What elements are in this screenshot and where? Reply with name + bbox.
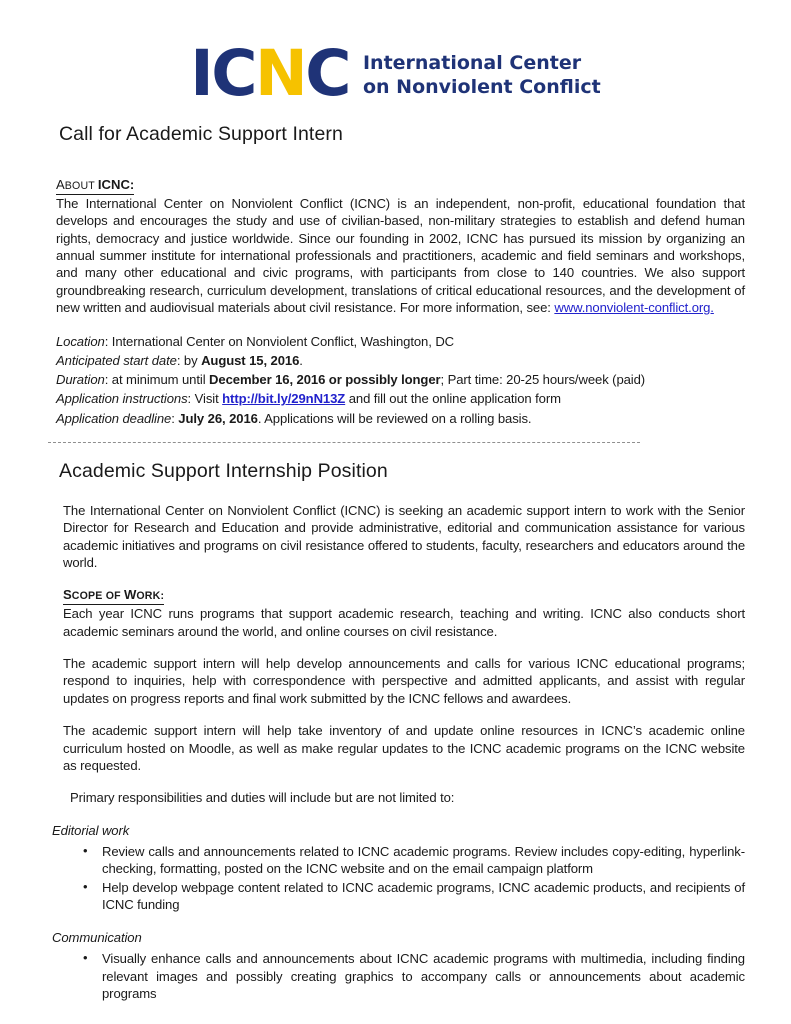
- page-title: Call for Academic Support Intern: [59, 123, 343, 145]
- list-item: • Visually enhance calls and announcements about ICNC academic programs with multimedia, including finding relevant images and possibly creating graphics to accompany calls or announcements about academic programs: [56, 950, 745, 1002]
- duty-category-editorial-work: Editorial work: [52, 822, 130, 838]
- tagline-line-2: on Nonviolent Conflict: [362, 75, 601, 98]
- list-item: • Help develop webpage content related to ICNC academic programs, ICNC academic products, and recipients of ICNC funding: [56, 879, 745, 914]
- start-date-prefix: : by: [176, 352, 202, 368]
- duty-category-communication: Communication: [52, 930, 142, 946]
- list-item: • Review calls and announcements related to ICNC academic programs. Review includes copy-editing, hyperlink-checking, formatting, posted on the ICNC website and on the email campaign platform: [56, 843, 745, 878]
- logo-letter-n: N: [254, 37, 306, 110]
- deadline-suffix: . Applications will be reviewed on a rolling basis.: [257, 410, 532, 426]
- deadline-label: Application deadline: [56, 410, 172, 426]
- application-form-link[interactable]: http://bit.ly/29nN13Z: [222, 391, 346, 407]
- meta-row-instructions: [56, 389, 745, 408]
- meta-row-deadline: [56, 409, 745, 428]
- icnc-logo: [46, 0, 745, 115]
- scope-of-work-heading-wrap: [63, 586, 745, 605]
- about-icnc-text: The International Center on Nonviolent Conflict (ICNC) is an independent, non-profit, educational foundation that develops and encourages the study and use of civilian-based, non-military strategies to establish and defend human rights, democracy and justice worldwide. Since our founding in 2002, ICNC has pursued its mission by organizing an annual summer institute for international professionals and practitioners, academic and field seminars and workshops, and many other educational and civic programs, with participants from close to 140 countries. We also support groundbreaking research, curriculum development, translations of critical educational resources, and the development of new written and audiovisual materials about civil resistance. For more information, see:: [56, 195, 745, 316]
- start-date-label: Anticipated start date: [56, 352, 177, 368]
- instructions-prefix: : Visit: [187, 391, 223, 407]
- meta-row-location: [56, 332, 745, 351]
- icnc-logo-wordmark: [190, 37, 349, 110]
- instructions-label: Application instructions: [56, 391, 188, 407]
- duration-prefix: : at minimum until: [104, 372, 210, 388]
- section-divider: [48, 442, 640, 444]
- deadline-prefix: :: [171, 410, 179, 426]
- deadline-value: July 26, 2016: [178, 410, 258, 426]
- duration-suffix: ; Part time: 20-25 hours/week (paid): [440, 372, 646, 388]
- duration-value: December 16, 2016 or possibly longer: [209, 372, 441, 388]
- position-meta-list: [56, 332, 745, 428]
- duration-label: Duration: [56, 372, 105, 388]
- scope-paragraph-2: The academic support intern will help develop announcements and calls for various ICNC educational programs; respond to inquiries, help with correspondence with perspective and admitted applicants, and assist with regular updates on progress reports and final work submitted by the ICNC fellows and awardees.: [63, 655, 745, 706]
- location-value: : International Center on Nonviolent Conflict, Washington, DC: [104, 333, 455, 349]
- logo-letter-c: C: [305, 37, 349, 110]
- about-icnc-heading: ABOUT ICNC:: [56, 176, 134, 195]
- scope-paragraph-3: The academic support intern will help take inventory of and update online resources in ICNC’s academic online curriculum hosted on Moodle, as well as make regular updates to the ICNC academic programs on the ICNC website as requested.: [63, 723, 745, 774]
- meta-row-duration: [56, 370, 745, 389]
- scope-paragraph-1: Each year ICNC runs programs that support academic research, teaching and writing. ICNC also conducts short academic seminars around the world, and online courses on civil resistance.: [63, 606, 745, 639]
- icnc-logo-tagline: [363, 48, 601, 98]
- tagline-line-1: International Center: [362, 52, 582, 75]
- duty-list-editorial-work: [56, 843, 745, 914]
- about-icnc-heading-wrap: [56, 176, 745, 195]
- scope-of-work-heading: SCOPE OF WORK:: [63, 586, 164, 605]
- start-date-value: August 15, 2016: [201, 352, 300, 368]
- about-icnc-paragraph: [56, 195, 745, 317]
- duty-list-communication: [56, 950, 745, 1002]
- scope-paragraph-4: Primary responsibilities and duties will include but are not limited to:: [70, 790, 455, 806]
- section-title-internship: Academic Support Internship Position: [59, 459, 388, 482]
- logo-letters-ic: IC: [190, 37, 255, 110]
- position-intro-paragraph: The International Center on Nonviolent Conflict (ICNC) is seeking an academic support intern to work with the Senior Director for Research and Education and provide administrative, editorial and communication assistance for various academic initiatives and programs on civil resistance offered to students, faculty, researchers and educators around the world.: [63, 502, 745, 570]
- start-date-suffix: .: [299, 352, 303, 368]
- meta-row-start-date: [56, 351, 745, 370]
- instructions-suffix: and fill out the online application form: [345, 391, 561, 407]
- location-label: Location: [56, 333, 105, 349]
- nonviolent-conflict-link[interactable]: www.nonviolent-conflict.org.: [554, 300, 714, 316]
